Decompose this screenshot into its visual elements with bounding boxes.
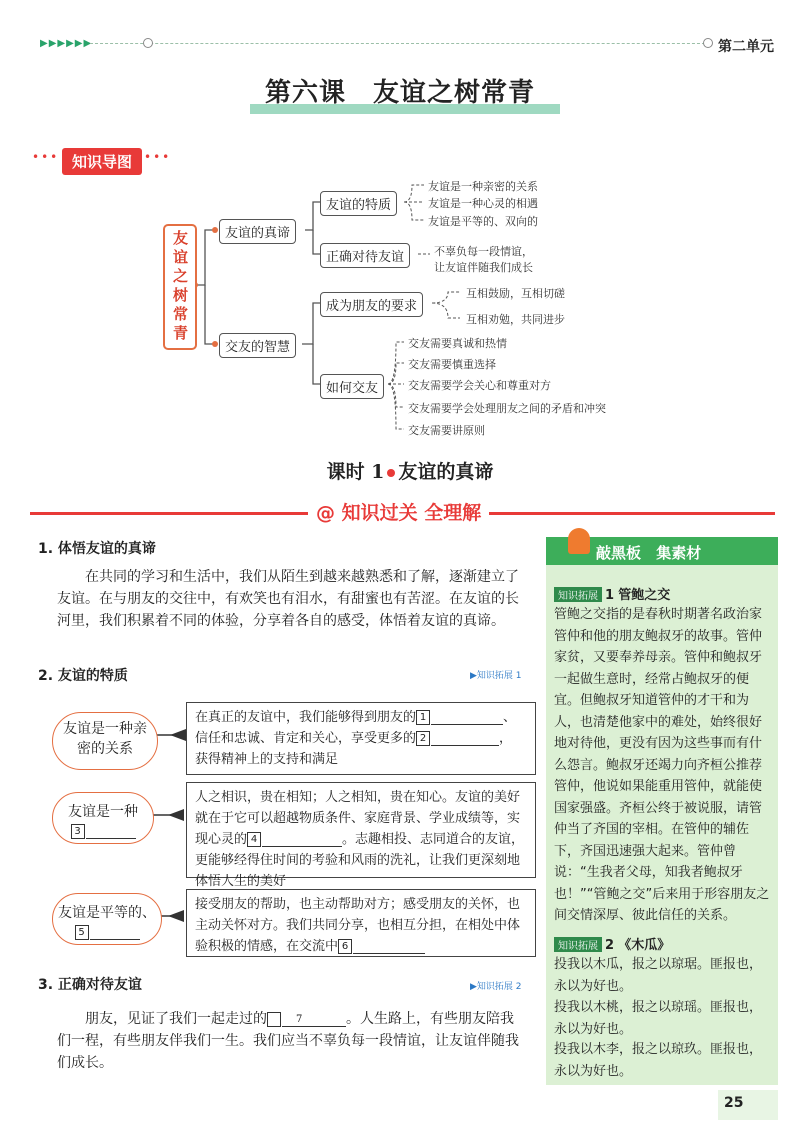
tag-dots-left: ••• bbox=[32, 150, 60, 164]
trait-box-3 bbox=[186, 889, 536, 957]
blank-4[interactable] bbox=[262, 832, 342, 847]
period-name: 友谊的真谛 bbox=[398, 461, 494, 483]
blank-3[interactable] bbox=[86, 824, 136, 839]
sidebar-topic-1-title: 管鲍之交 bbox=[618, 588, 671, 603]
sidebar-topic-2-label: 知识拓展 bbox=[554, 937, 602, 952]
mindmap-how-5: 交友需要讲原则 bbox=[408, 424, 485, 437]
unit-label: 第二单元 bbox=[718, 39, 774, 55]
blank-4-number: 4 bbox=[247, 832, 261, 847]
blank-7[interactable] bbox=[282, 1012, 346, 1027]
mindmap-root: 友谊之树常青 bbox=[163, 224, 197, 350]
period-prefix: 课时 1 bbox=[326, 461, 385, 483]
mindmap-branch-wisdom: 交友的智慧 bbox=[219, 333, 296, 358]
mindmap-how-1: 交友需要真诚和热情 bbox=[408, 337, 507, 350]
mindmap-how-3: 交友需要学会关心和尊重对方 bbox=[408, 379, 551, 392]
blank-1-number: 1 bbox=[416, 710, 430, 725]
s1-ref: ▶知识拓展 1 bbox=[470, 671, 522, 681]
s3-para-a: 朋友，见证了我们一起走过的 bbox=[85, 1011, 267, 1027]
sidebar-poem-line-2: 投我以木桃，报之以琼瑶。匪报也，永以为好也。 bbox=[554, 1000, 763, 1037]
s3-para-b: 。人生路上，有些朋友陪我们一程，有些朋友伴我们一生。我们应当不辜负每一段情谊，让友谊伴随我们成长。 bbox=[57, 1011, 519, 1071]
sidebar-figure-icon bbox=[568, 528, 590, 554]
sidebar-topic-1-text: 管鲍之交指的是春秋时期著名政治家管仲和他的朋友鲍叔牙的故事。管仲家贫，又要奉养母亲。管仲和鲍叔牙一起做生意时，经常占鲍叔牙的便宜。但鲍叔牙知道管仲的才干和为人，也清楚他家中的难处，始终很好地对待他，更没有因为这些事而有什么怨言。鲍叔牙还竭力向齐桓公推荐管仲，他说如果能重用管仲，就能使国家强盛。齐桓公终于被说服，请管仲当了齐国的宰相。在管仲的辅佐下，齐国迅速强大起来。管仲曾说：“生我者父母，知我者鲍叔牙也！”“管鲍之交”后来用于形容朋友之间交情深厚、彼此信任的关系。 bbox=[554, 607, 770, 923]
trait-box-2 bbox=[186, 782, 536, 889]
sidebar-poem-line-3: 投我以木李，报之以琼玖。匪报也，永以为好也。 bbox=[554, 1042, 763, 1079]
trait-oval-1-text: 友谊是一种亲密的关系 bbox=[63, 721, 147, 757]
mindmap-node-treat: 正确对待友谊 bbox=[320, 243, 410, 268]
banner-spiral-icon: @ bbox=[316, 502, 342, 524]
trait-oval-2-text: 友谊是一种 bbox=[68, 804, 138, 820]
sidebar-topic-1-label: 知识拓展 bbox=[554, 587, 602, 602]
mindmap-node-traits: 友谊的特质 bbox=[320, 191, 397, 216]
s3-ref: ▶知识拓展 2 bbox=[470, 982, 522, 992]
mindmap-treat-line-1: 不辜负每一段情谊， bbox=[434, 245, 533, 258]
blank-5-number: 5 bbox=[75, 925, 89, 940]
blank-6[interactable] bbox=[353, 939, 425, 954]
blank-6-number: 6 bbox=[338, 939, 352, 954]
trait-box-2-text-b: 。志趣相投、志同道合的友谊，更能够经得住时间的考验和风雨的洗礼，让我们更深刻地体悟人生的美好 bbox=[195, 832, 525, 889]
trait-box-1: 在真正的友谊中，我们能够得到朋友的 1 、 信任和忠诚、肯定和关心，享受更多的 2 ， 获得精神上的支持和满足 bbox=[186, 702, 536, 775]
page-number: 25 bbox=[724, 1095, 744, 1111]
s3-title: 3. 正确对待友谊 bbox=[38, 977, 142, 993]
lesson-title: 第六课 友谊之树常青 bbox=[264, 78, 535, 108]
mindmap-how-4: 交友需要学会处理朋友之间的矛盾和冲突 bbox=[408, 402, 606, 415]
s1-title: 1. 体悟友谊的真谛 bbox=[38, 541, 156, 557]
section-tag-mindmap: 知识导图 bbox=[62, 148, 142, 175]
mindmap-node-howto: 如何交友 bbox=[320, 374, 384, 399]
mindmap-node-requirements: 成为朋友的要求 bbox=[320, 292, 423, 317]
sidebar-topic-2-title: 《木瓜》 bbox=[618, 938, 671, 953]
trait-box-1-line-2: 信任和忠诚、肯定和关心，享受更多的 bbox=[195, 731, 417, 746]
trait-oval-1 bbox=[52, 712, 158, 770]
header-arrows: ▶▶▶▶▶▶ bbox=[40, 38, 93, 49]
mindmap-req-1: 互相鼓励，互相切磋 bbox=[466, 287, 565, 300]
blank-7-number: 7 bbox=[267, 1012, 281, 1027]
trait-box-3-text: 接受朋友的帮助，也主动帮助对方；感受朋友的关怀，也主动关怀对方。我们共同分享，也相互分担，在相处中体验积极的情感，在交流中 bbox=[195, 897, 521, 954]
trait-oval-3 bbox=[52, 893, 162, 945]
mindmap-branch-truth: 友谊的真谛 bbox=[219, 219, 296, 244]
sidebar-topic-2-num: 2 bbox=[605, 938, 615, 953]
s3-paragraph bbox=[57, 1008, 527, 1074]
sidebar-topic-1-num: 1 bbox=[605, 588, 615, 603]
blank-2-number: 2 bbox=[416, 731, 430, 746]
sidebar-title-a: 敲黑板 bbox=[596, 544, 642, 562]
blank-5[interactable] bbox=[90, 925, 140, 940]
mindmap-treat-line-2: 让友谊伴随我们成长 bbox=[434, 261, 533, 274]
mindmap-trait-3: 友谊是平等的、双向的 bbox=[428, 215, 538, 228]
trait-box-2-text-a: 人之相识，贵在相知；人之相知，贵在知心。友谊的美好就在于它可以超越物质条件、家庭背景、学业成绩等，实现心灵的 bbox=[195, 790, 521, 847]
s2-title: 2. 友谊的特质 bbox=[38, 668, 128, 684]
mindmap-trait-1: 友谊是一种亲密的关系 bbox=[428, 180, 538, 193]
trait-box-1-line-1: 在真正的友谊中，我们能够得到朋友的 bbox=[195, 710, 417, 725]
s1-paragraph: 在共同的学习和生活中，我们从陌生到越来越熟悉和了解，逐渐建立了友谊。在与朋友的交往中，有欢笑也有泪水，有甜蜜也有苦涩。在友谊的长河里，我们积累着不同的体验，分享着各自的感受，体悟着友谊的真谛。 bbox=[57, 569, 519, 629]
sidebar-topic-1-header bbox=[554, 584, 670, 603]
trait-box-1-line-3: 获得精神上的支持和满足 bbox=[195, 752, 339, 767]
tag-dots-right: ••• bbox=[144, 150, 172, 164]
banner-text: 知识过关 全理解 bbox=[341, 502, 482, 524]
sidebar-topic-2-header bbox=[554, 934, 670, 953]
trait-oval-3-text: 友谊是平等的、 bbox=[58, 905, 156, 921]
trait-oval-2 bbox=[52, 792, 154, 844]
blank-1[interactable] bbox=[431, 710, 503, 725]
sidebar-title-b: 集素材 bbox=[656, 544, 702, 562]
mindmap-req-2: 互相劝勉，共同进步 bbox=[466, 313, 565, 326]
mindmap-trait-2: 友谊是一种心灵的相遇 bbox=[428, 197, 538, 210]
sidebar-poem-line-1: 投我以木瓜，报之以琼琚。匪报也，永以为好也。 bbox=[554, 957, 763, 994]
mindmap-how-2: 交友需要慎重选择 bbox=[408, 358, 496, 371]
sidebar-title bbox=[596, 542, 701, 563]
blank-3-number: 3 bbox=[71, 824, 85, 839]
blank-2[interactable] bbox=[431, 731, 499, 746]
